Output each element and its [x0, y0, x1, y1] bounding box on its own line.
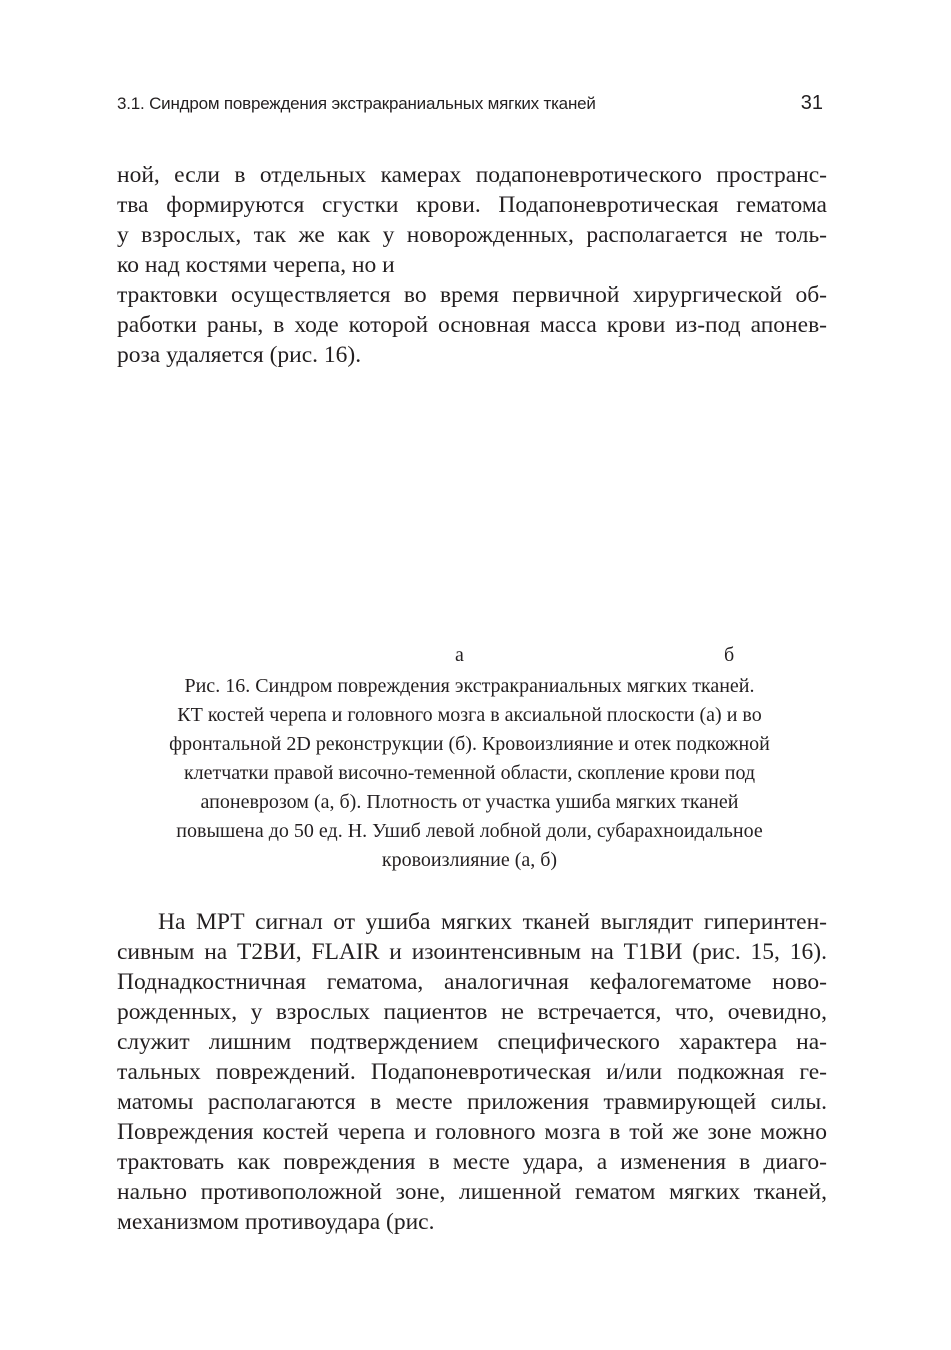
page-number: 31 [800, 92, 823, 114]
paragraph-line: рожденных, у взрослых пациентов не встречается, что, очевидно, [117, 999, 827, 1025]
paragraph-line: роза удаляется (рис. 16). [117, 342, 362, 368]
paragraph-line: трактовки осуществляется во время первичной хирургической об- [117, 282, 827, 308]
paragraph-line: Поднадкостничная гематома, аналогичная кефалогематоме ново- [117, 969, 827, 995]
running-title: 3.1. Синдром повреждения экстракраниальных мягких тканей [117, 94, 596, 113]
paragraph-line: трактовать как повреждения в месте удара, а изменения в диаго- [117, 1149, 827, 1175]
paragraph-line: ко над костями черепа, но и [117, 252, 395, 278]
paragraph-line: ной, если в отдельных камерах подапоневротического пространс- [117, 162, 827, 188]
paragraph-line: механизмом противоудара (рис. [117, 1209, 435, 1235]
paragraph-line: Повреждения костей черепа и головного мозга в той же зоне можно [117, 1119, 827, 1145]
figure-label-b: б [724, 644, 735, 666]
paragraph-line: работки раны, в ходе которой основная масса крови из-под апонев- [117, 312, 827, 338]
figure-label-a: а [455, 644, 464, 666]
paragraph-line: На МРТ сигнал от ушиба мягких тканей выглядит гиперинтен- [158, 909, 827, 935]
paragraph-line: у взрослых, так же как у новорожденных, располагается не толь- [117, 222, 827, 248]
paragraph-line: матомы располагаются в месте приложения травмирующей силы. [117, 1089, 827, 1115]
figure-caption-line: Рис. 16. Синдром повреждения экстракраниальных мягких тканей. [184, 675, 755, 697]
figure-caption-line: повышена до 50 ед. Н. Ушиб левой лобной доли, субарахноидальное [176, 820, 763, 842]
paragraph-line: служит лишним подтверждением специфического характера на- [117, 1029, 827, 1055]
figure-caption-line: фронтальной 2D реконструкции (б). Кровоизлияние и отек подкожной [169, 733, 770, 755]
figure-caption-line: КТ костей черепа и головного мозга в аксиальной плоскости (а) и во [177, 704, 762, 726]
paragraph-line: тва формируются сгустки крови. Подапоневротическая гематома [117, 192, 827, 218]
figure-caption-line: апоневрозом (а, б). Плотность от участка ушиба мягких тканей [200, 791, 739, 813]
paragraph-line: сивным на T2ВИ, FLAIR и изоинтенсивным на T1ВИ (рис. 15, 16). [117, 939, 827, 965]
figure-caption-line: клетчатки правой височно-теменной области, скопление крови под [183, 762, 756, 784]
paragraph-line: тальных повреждений. Подапоневротическая и/или подкожная ге- [117, 1059, 827, 1085]
figure-caption-line: кровоизлияние (а, б) [381, 849, 558, 871]
paragraph-line: нально противоположной зоне, лишенной гематом мягких тканей, [117, 1179, 827, 1205]
